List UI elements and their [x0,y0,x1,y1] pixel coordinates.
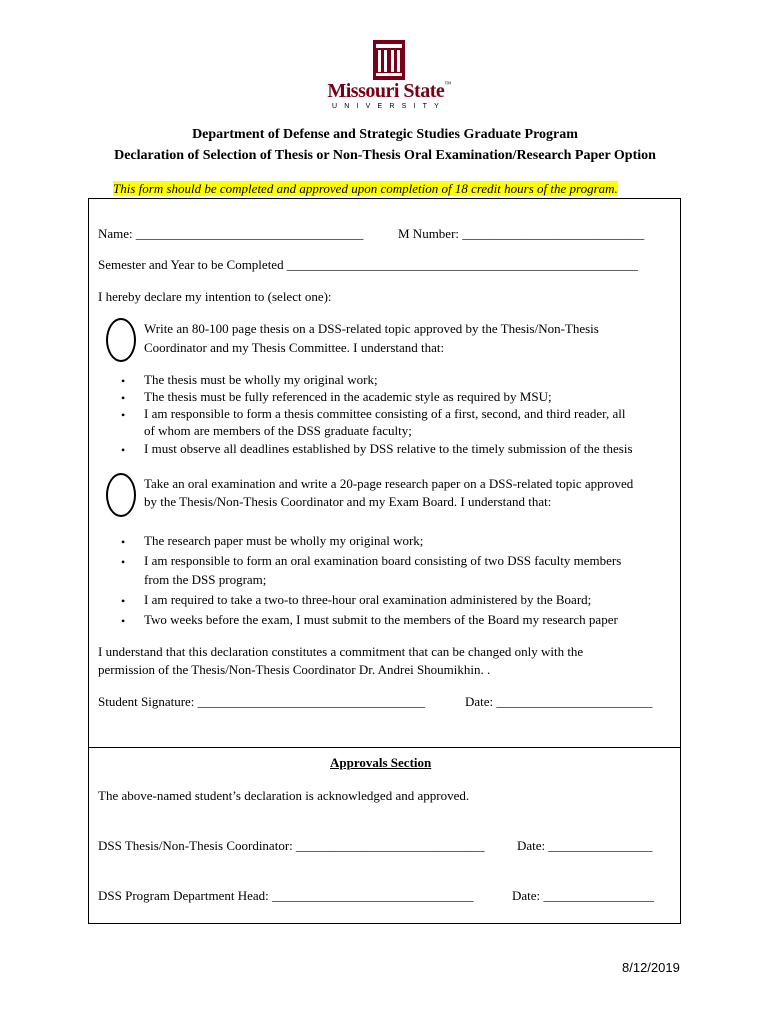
semester-field[interactable]: Semester and Year to be Completed ______________________________________________________ [98,257,638,272]
list-item: from the DSS program; [144,572,267,587]
bullet-icon: • [121,535,126,549]
completion-note-text: This form should be completed and approved upon completion of 18 credit hours of the program. [113,181,618,196]
bullet-icon: • [121,555,126,569]
list-item: Two weeks before the exam, I must submit to the members of the Board my research paper [144,612,618,627]
logo-wordmark [318,80,460,103]
program-title: Department of Defense and Strategic Studies Graduate Program [192,127,578,142]
approval-acknowledgement: The above-named student’s declaration is acknowledged and approved. [98,788,470,803]
approvals-heading: Approvals Section [330,755,432,770]
bullet-icon: • [121,594,126,608]
form-title: Declaration of Selection of Thesis or Non-Thesis Oral Examination/Research Paper Option [114,148,656,163]
list-item: The thesis must be wholly my original work; [144,372,378,387]
bullet-icon: • [121,614,126,628]
university-logo [318,40,460,112]
declare-intention: I hereby declare my intention to (select one): [98,289,332,304]
commitment-line2: permission of the Thesis/Non-Thesis Coordinator Dr. Andrei Shoumikhin. . [98,662,491,677]
list-item: of whom are members of the DSS graduate faculty; [144,423,412,438]
coordinator-date-field[interactable]: Date: ________________ [517,838,653,853]
bullet-icon: • [121,374,126,388]
list-item: The thesis must be fully referenced in the academic style as required by MSU; [144,389,552,404]
thesis-option-line2: Coordinator and my Thesis Committee. I understand that: [144,340,445,355]
logo-wordmark-text: Missouri State [327,80,445,102]
list-item: I am responsible to form a thesis committee consisting of a first, second, and third reader, all [144,406,626,421]
research-option-line1: Take an oral examination and write a 20-page research paper on a DSS-related topic approved [144,476,634,491]
commitment-line1: I understand that this declaration constitutes a commitment that can be changed only with the [98,644,584,659]
bullet-icon: • [121,391,126,405]
m-number-field[interactable]: M Number: ____________________________ [398,226,645,241]
student-signature-field[interactable]: Student Signature: ___________________________________ [98,694,426,709]
list-item: The research paper must be wholly my original work; [144,533,424,548]
list-item: I must observe all deadlines established by DSS relative to the timely submission of the thesis [144,441,633,456]
completion-note [113,181,618,197]
building-icon [373,40,405,80]
name-field[interactable]: Name: ___________________________________ [98,226,364,241]
research-paper-option-radio[interactable] [106,473,136,517]
list-item: I am required to take a two-to three-hour oral examination administered by the Board; [144,592,592,607]
bullet-icon: • [121,443,126,457]
research-option-line2: by the Thesis/Non-Thesis Coordinator and my Exam Board. I understand that: [144,494,552,509]
coordinator-signature-field[interactable]: DSS Thesis/Non-Thesis Coordinator: _____________________________ [98,838,485,853]
student-signature-date-field[interactable]: Date: ________________________ [465,694,653,709]
thesis-option-line1: Write an 80-100 page thesis on a DSS-related topic approved by the Thesis/Non-Thesis [144,321,599,336]
thesis-option-radio[interactable] [106,318,136,362]
logo-subtitle: UNIVERSITY [331,103,446,110]
trademark-symbol: ™ [444,80,451,88]
department-head-date-field[interactable]: Date: _________________ [512,888,654,903]
list-item: I am responsible to form an oral examination board consisting of two DSS faculty members [144,553,622,568]
footer-date: 8/12/2019 [622,960,680,975]
department-head-signature-field[interactable]: DSS Program Department Head: _______________________________ [98,888,474,903]
bullet-icon: • [121,408,126,422]
